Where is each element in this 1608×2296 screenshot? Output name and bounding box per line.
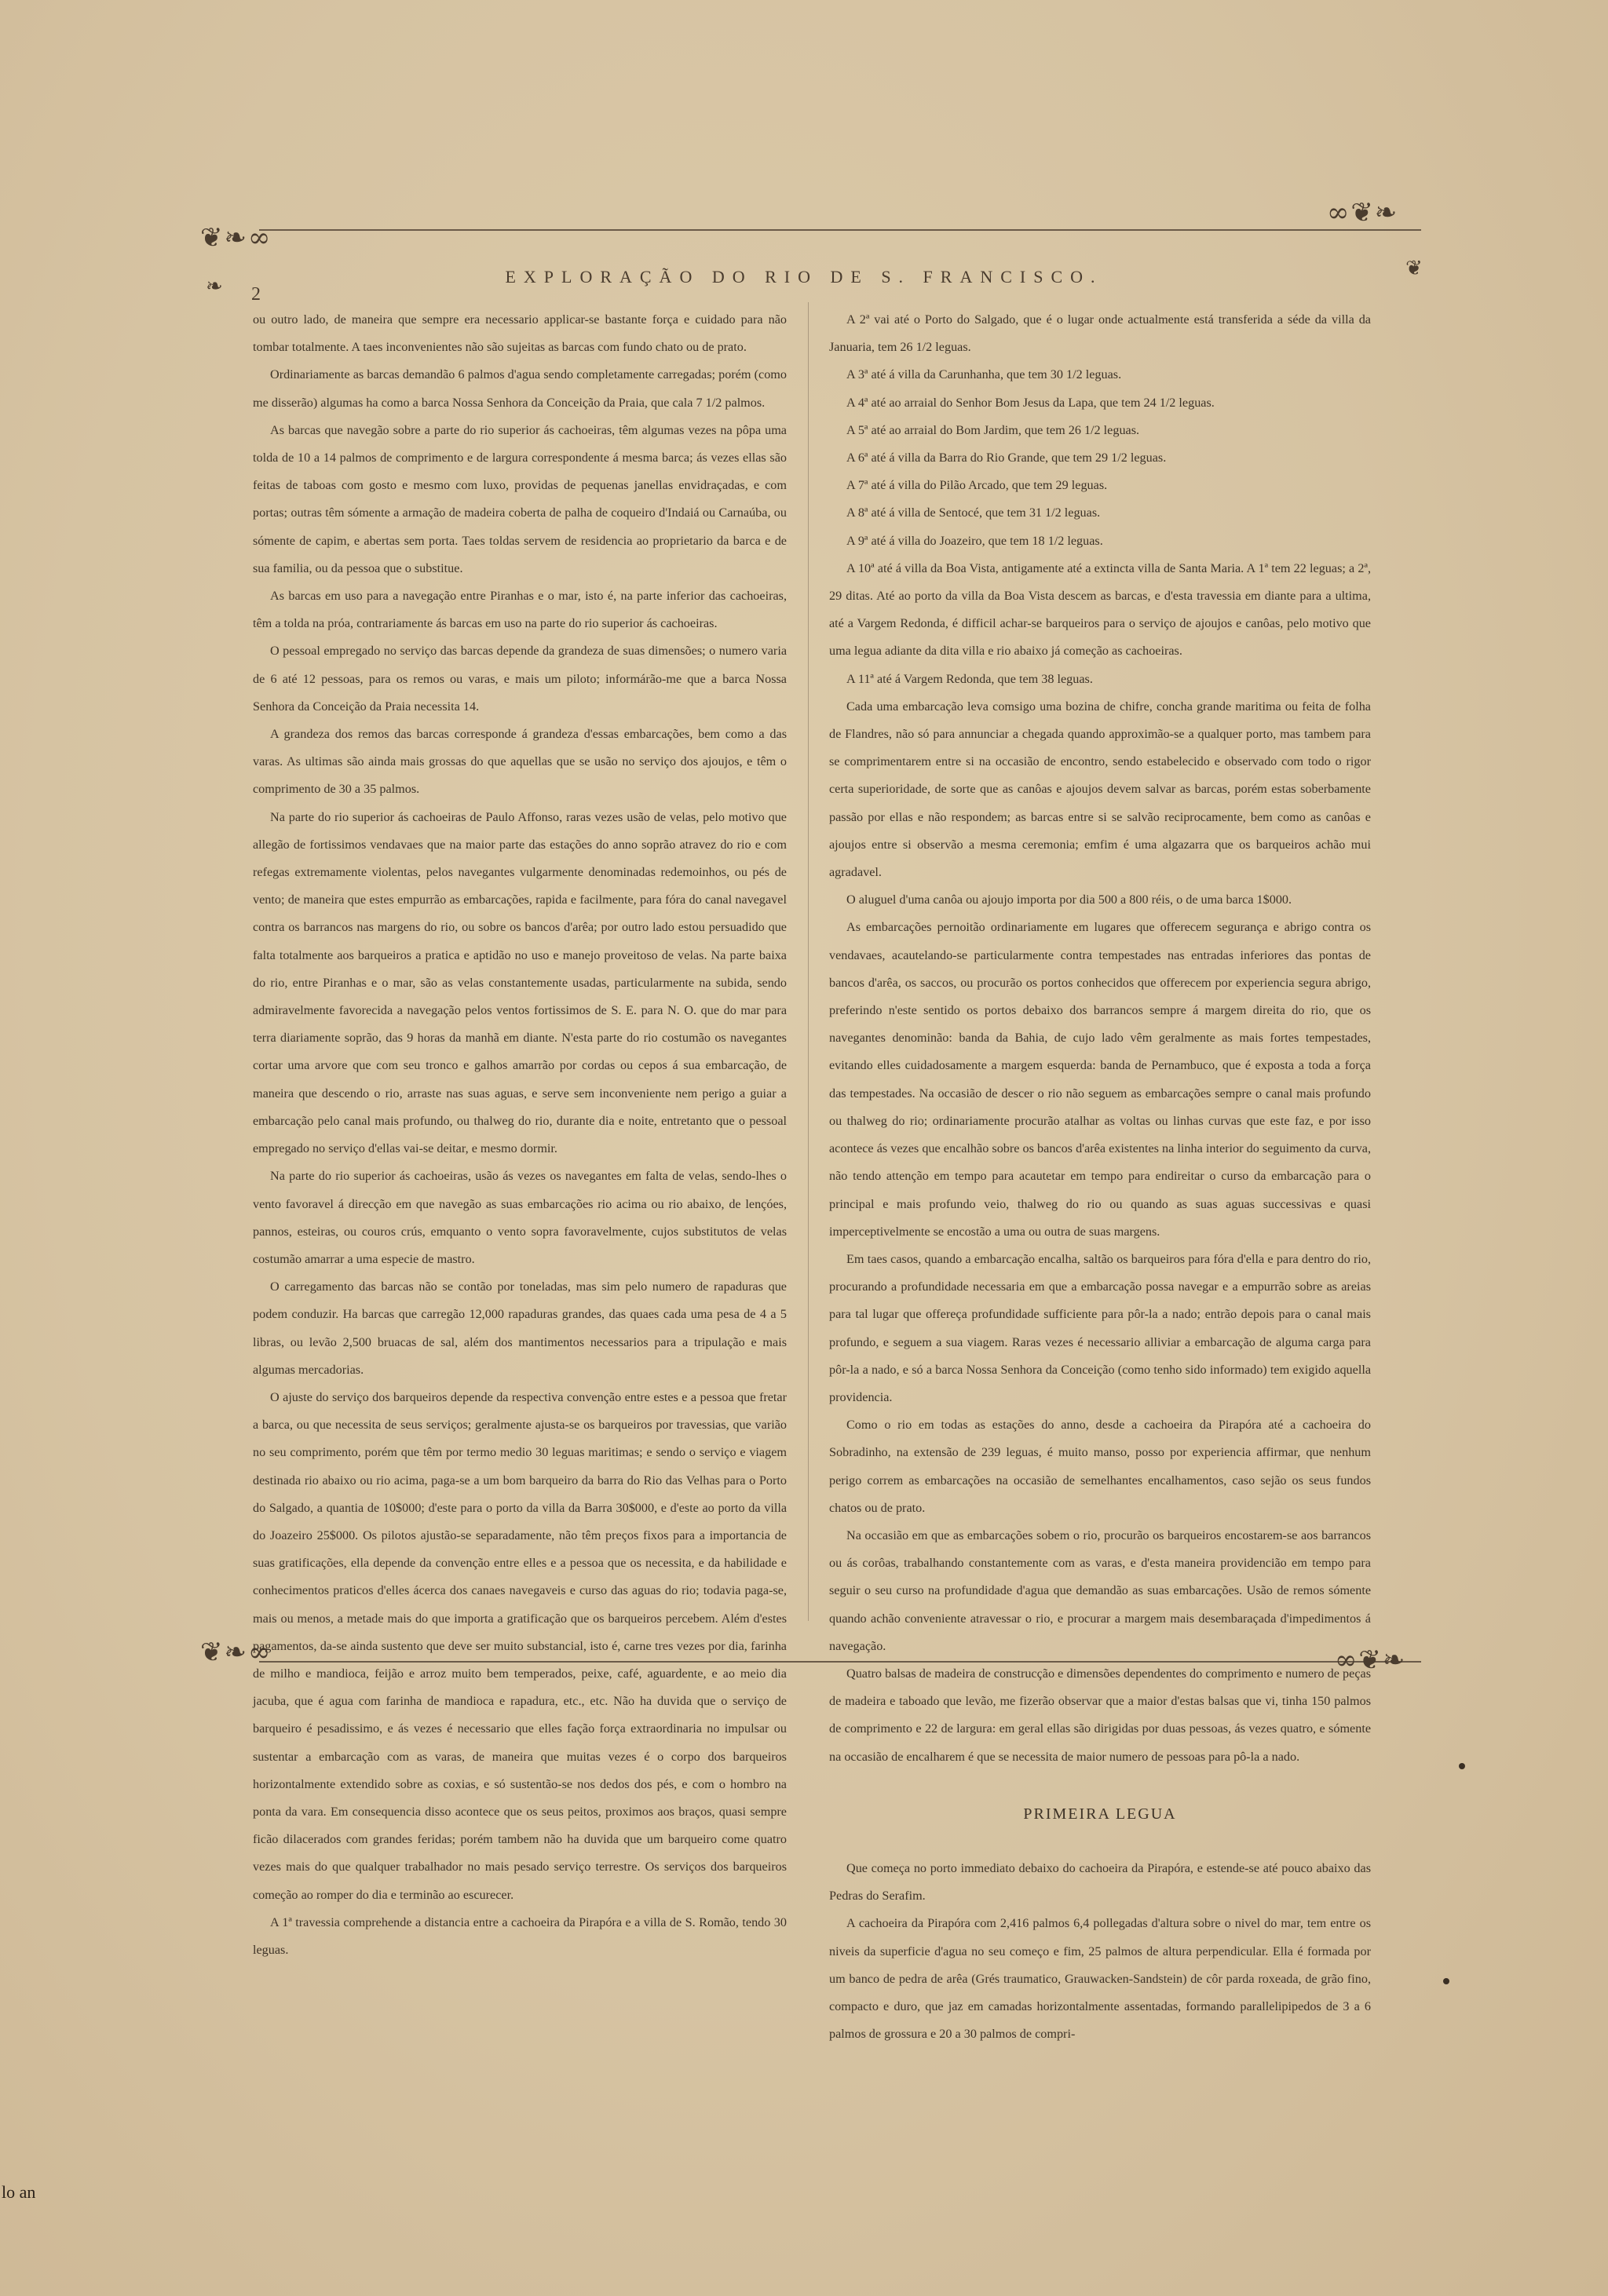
paragraph: Na parte do rio superior ás cachoeiras de Paulo Affonso, raras vezes usão de velas, pelo motivo que allegão de fortissimos vendavaes que na maior parte das estações do anno soprão atravez do rio e com refegas extremamente violentas, pelos navegantes vulgarmente denominadas redemoinhos, ou pés de vento; de maneira que estes empurrão as embarcações, rapida e facilmente, para fóra do canal navegavel contra os barrancos nas margens do rio, ou sobre os bancos d'arêa; por outro lado estou persuadido que falta totalmente aos barqueiros a pratica e aptidão no uso e manejo proveitoso de velas. Na parte baixa do rio, entre Piranhas e o mar, são as velas constantemente usadas, particularmente na subida, sendo admiravelmente favorecida a navegação pelos ventos fortissimos de S. E. para N. O. que do mar para terra diariamente soprão, das 9 horas da manhã em diante. N'esta parte do rio costumão os navegantes cortar uma arvore que com seu tronco e galhos amarrão por cordas ou cepos á sua embarcação, de maneira que descendo o rio, arraste nas suas aguas, e serve sem inconveniente nem perigo a guiar a embarcação pelo canal mais profundo, ou thalweg do rio, durante dia e noite, entretanto que o pessoal empregado no serviço d'ellas vai-se deitar, e mesmo dormir.: [253, 809, 787, 1156]
corner-ornament-bottom-left: ❦❧∞: [200, 1637, 272, 1668]
paragraph: ou outro lado, de maneira que sempre era necessario applicar-se bastante força e cuidado para não tombar totalmente. A taes inconvenientes não são sujeitas as barcas com fundo chato ou de prato.: [253, 312, 787, 355]
paragraph: As embarcações pernoitão ordinariamente em lugares que offerecem segurança e abrigo contra os vendavaes, acautelando-se particularmente contra tempestades nas entradas inferiores das pontas de bancos d'arêa, os saccos, ou procurão os portos conhecidos que offerecem por experiencia segura abrigo, preferindo n'este sentido os portos debaixo dos barrancos sempre á margem direita do rio, que os navegantes denominão: banda da Bahia, de cujo lado vêm geralmente as mais fortes tempestades, evitando elles cuidadosamente a margem esquerda: banda de Pernambuco, que é exposta a toda a força das tempestades. Na occasião de descer o rio não seguem as embarcações sempre o canal mais profundo ou thalweg do rio; ordinariamente procurão atalhar as voltas ou linhas curvas que este faz, e por isso acontece ás vezes que encalhão sobre os bancos d'arêa existentes na linha interior do seguimento da curva, não tendo attenção em tempo para acautetar em tempo para endireitar o curso da embarcação para o principal e mais profundo veio, thalweg do rio ou quando as suas aguas successivas e quasi imperceptivelmente se encostão a uma ou outra de suas margens.: [829, 920, 1371, 1239]
column-divider: [808, 302, 809, 1621]
corner-ornament-bottom-right: ∞❦❧: [1335, 1644, 1407, 1676]
paragraph: A 8ª até á villa de Sentocé, que tem 31 1/2 leguas.: [846, 506, 1101, 520]
paragraph: Ordinariamente as barcas demandão 6 palmos d'agua sendo completamente carregadas; porém (como me disserão) algumas ha como a barca Nossa Senhora da Conceição da Praia, que cala 7 1/2 palmos.: [253, 367, 787, 410]
margin-fragment: lo an: [2, 2182, 36, 2202]
paragraph: A 1ª travessia comprehende a distancia entre a cachoeira da Pirapóra e a villa de S. Romão, tendo 30 leguas.: [253, 1915, 787, 1957]
paragraph: A 7ª até á villa do Pilão Arcado, que tem 29 leguas.: [846, 478, 1108, 493]
paragraph: A 5ª até ao arraial do Bom Jardim, que tem 26 1/2 leguas.: [846, 422, 1140, 437]
left-column: [253, 306, 787, 1964]
paragraph: A 6ª até á villa da Barra do Rio Grande, que tem 29 1/2 leguas.: [846, 451, 1167, 465]
side-ornament-right: ❦: [1405, 257, 1424, 280]
corner-ornament-top-left: ❦❧∞: [200, 222, 272, 254]
margin-dot: [1443, 1978, 1449, 1984]
section-heading: PRIMEIRA LEGUA: [1023, 1805, 1177, 1823]
paragraph: As barcas que navegão sobre a parte do rio superior ás cachoeiras, têm algumas vezes na pôpa uma tolda de 10 a 14 palmos de comprimento e de largura correspondente á mesma barca; ás vezes ellas são feitas de taboas com gosto e mesmo com luxo, providas de pequenas janellas envidraçadas, e com portas; outras têm sómente a armação de madeira coberta de palha de coqueiro d'Indaiá ou Carnaúba, ou sómente de capim, e abertas sem porta. Taes toldas servem de residencia ao proprietario da barca e de sua familia, ou da pessoa que o substitue.: [253, 422, 787, 575]
paragraph: Na occasião em que as embarcações sobem o rio, procurão os barqueiros encostarem-se aos barrancos ou ás corôas, trabalhando constantemente com as varas, e d'esta maneira providencião em tempo para seguir o seu curso na profundidade d'agua que demandão as suas embarcações. Usão de remos sómente quando achão conveniente atravessar o rio, e procurar a margem mais desembaraçada d'impedimentos á navegação.: [829, 1528, 1371, 1653]
paragraph: O pessoal empregado no serviço das barcas depende da grandeza de suas dimensões; o numero varia de 6 até 12 pessoas, para os remos ou varas, e mais um piloto; informárão-me que a barca Nossa Senhora da Conceição da Praia necessita 14.: [253, 644, 787, 714]
paragraph: O carregamento das barcas não se contão por toneladas, mas sim pelo numero de rapaduras que podem conduzir. Ha barcas que carregão 12,000 rapaduras grandes, das quaes cada uma pesa de 4 a 5 libras, ou levão 2,500 bruacas de sal, além dos mantimentos necessarios para a tripulação e mais algumas mercadorias.: [253, 1279, 787, 1377]
page-number: 2: [251, 284, 261, 305]
paragraph: Que começa no porto immediato debaixo do cachoeira da Pirapóra, e estende-se até pouco abaixo das Pedras do Serafim.: [829, 1860, 1371, 1904]
paragraph: A 4ª até ao arraial do Senhor Bom Jesus da Lapa, que tem 24 1/2 leguas.: [846, 395, 1215, 410]
paragraph: Como o rio em todas as estações do anno, desde a cachoeira da Pirapóra até a cachoeira do Sobradinho, na extensão de 239 leguas, é muito manso, posso por experiencia affirmar, que nenhum perigo correm as embarcações na occasião de semelhantes encalhamentos, caso sejão os seus fundos chatos ou de prato.: [829, 1418, 1371, 1515]
paragraph: Cada uma embarcação leva comsigo uma bozina de chifre, concha grande maritima ou feita de folha de Flandres, não só para annunciar a chegada quando approximão-se a qualquer porto, mas tambem para se comprimentarem entre si na occasião de encontro, sendo estabelecido e observado com todo o rigor certa superioridade, de sorte que as canôas e ajoujos devem salvar as barcas, porém estas soberbamente passão por ellas e não respondem; as barcas entre si se salvão reciprocamente, bem como as canôas e ajoujos entre si observão a mesma ceremonia; emfim é uma algazarra que os barqueiros achão mui agradavel.: [829, 699, 1371, 880]
paragraph: A 3ª até á villa da Carunhanha, que tem 30 1/2 leguas.: [846, 367, 1122, 382]
paragraph: As barcas em uso para a navegação entre Piranhas e o mar, isto é, na parte inferior das cachoeiras, têm a tolda na próa, contrariamente ás barcas em uso na parte do rio superior ás cachoeiras.: [253, 589, 787, 631]
paragraph: A 11ª até á Vargem Redonda, que tem 38 leguas.: [846, 671, 1093, 686]
top-rule: [259, 229, 1421, 231]
paragraph: Quatro balsas de madeira de construcção e dimensões dependentes do comprimento e numero de peças de madeira e taboado que levão, me fizerão observar que a maior d'estas balsas que vi, tinha 150 palmos de comprimento e 22 de largura: em geral ellas são dirigidas por duas pessoas, ás vezes quatro, e sómente na occasião de encalharem é que se necessita de maior numero de pessoas para pô-la a nado.: [829, 1666, 1371, 1764]
paragraph: O aluguel d'uma canôa ou ajoujo importa por dia 500 a 800 réis, o de uma barca 1$000.: [846, 892, 1292, 907]
margin-dot: [1459, 1763, 1465, 1769]
corner-ornament-top-right: ∞❦❧: [1327, 197, 1399, 228]
side-ornament-left: ❧: [206, 275, 225, 298]
right-column: [829, 306, 1371, 2048]
paragraph: A grandeza dos remos das barcas corresponde á grandeza d'essas embarcações, bem como a das varas. As ultimas são ainda mais grossas do que aquellas que se usão no serviço dos ajoujos, e têm o comprimento de 30 a 35 palmos.: [253, 727, 787, 797]
running-title: EXPLORAÇÃO DO RIO DE S. FRANCISCO.: [505, 267, 1103, 287]
paragraph: Na parte do rio superior ás cachoeiras, usão ás vezes os navegantes em falta de velas, sendo-lhes o vento favoravel á direcção em que navegão as suas embarcações rio acima ou rio abaixo, de lençóes, pannos, esteiras, ou couros crús, emquanto o vento sopra favoravelmente, cujos substitutos de velas costumão amarrar a uma especie de mastro.: [253, 1169, 787, 1266]
paragraph: A 9ª até á villa do Joazeiro, que tem 18 1/2 leguas.: [846, 533, 1103, 548]
paragraph: A 10ª até á villa da Boa Vista, antigamente até a extincta villa de Santa Maria. A 1ª tem 22 leguas; a 2ª, 29 ditas. Até ao porto da villa da Boa Vista descem as barcas, e d'esta travessia em diante para a ultima, até a Vargem Redonda, é difficil achar-se barqueiros para o serviço de ajoujos e canôas, pelo motivo que uma legua adiante da dita villa e rio abaixo já começão as cachoeiras.: [829, 560, 1371, 659]
paragraph: Em taes casos, quando a embarcação encalha, saltão os barqueiros para fóra d'ella e para dentro do rio, procurando a profundidade necessaria em que a embarcação possa navegar e a empurrão sobre as areias para tal lugar que offereça profundidade sufficiente para pôr-la a nado; entrão depois para o canal mais profundo, e seguem a sua viagem. Raras vezes é necessario alliviar a embarcação de alguma carga para pôr-la a nado, e só a barca Nossa Senhora da Conceição (como tenho sido informado) tem exigido aquella providencia.: [829, 1251, 1371, 1404]
paragraph: O ajuste do serviço dos barqueiros depende da respectiva convenção entre estes e a pessoa que fretar a barca, ou que necessita de seus serviços; geralmente ajusta-se os barqueiros por travessias, que varião no seu comprimento, porém que têm por termo medio 30 leguas maritimas; e sendo o serviço e viagem destinada rio abaixo ou rio acima, paga-se a um bom barqueiro da barra do Rio das Velhas para o Porto do Salgado, a quantia de 10$000; d'este para o porto da villa da Barra 30$000, e d'este ao porto da villa do Joazeiro 25$000. Os pilotos ajustão-se separadamente, não têm preços fixos para a importancia de suas gratificações, ella depende da convenção entre elles e a pessoa que os necessita, e da habilidade e conhecimentos praticos d'elles ácerca dos canaes navegaveis e curso das aguas do rio; todavia paga-se, mais ou menos, a metade mais do que importa a gratificação que os barqueiros percebem. Além d'estes pagamentos, da-se ainda sustento que deve ser muito substancial, isto é, carne tres vezes por dia, farinha de milho e mandioca, feijão e arroz muito bem temperados, peixe, café, aguardente, e ao meio dia jacuba, que é agua com farinha de mandioca e rapadura, etc., etc. Não ha duvida que o serviço de barqueiro é pesadissimo, e ás vezes é necessario que elles fação força extraordinaria no impulsar ou sustentar a embarcação com as varas, de maneira que muitas vezes é o corpo dos barqueiros horizontalmente extendido sobre as coxias, e só sustentão-se nos dedos dos pés, e com o hombro na ponta da vara. Em consequencia disso acontece que os seus peitos, proximos aos braços, quasi sempre ficão dilacerados com grandes feridas; porém tambem não ha duvida que um barqueiro come quatro vezes mais do que qualquer trabalhador no mais pesado serviço terrestre. Os serviços dos barqueiros começão ao romper do dia e terminão ao escurecer.: [253, 1389, 787, 1902]
paragraph: A cachoeira da Pirapóra com 2,416 palmos 6,4 pollegadas d'altura sobre o nivel do mar, tem entre os niveis da superficie d'agua no seu começo e fim, 25 palmos de altura perpendicular. Ella é formada por um banco de pedra de arêa (Grés traumatico, Grauwacken-Sandstein) de côr parda roxeada, de grão fino, compacto e duro, que jaz em camadas horizontalmente assentadas, formando parallelipipedos de 3 a 6 palmos de grossura e 20 a 30 palmos de compri-: [829, 1916, 1371, 2042]
paragraph: A 2ª vai até o Porto do Salgado, que é o lugar onde actualmente está transferida a séde da villa da Januaria, tem 26 1/2 leguas.: [829, 312, 1371, 355]
